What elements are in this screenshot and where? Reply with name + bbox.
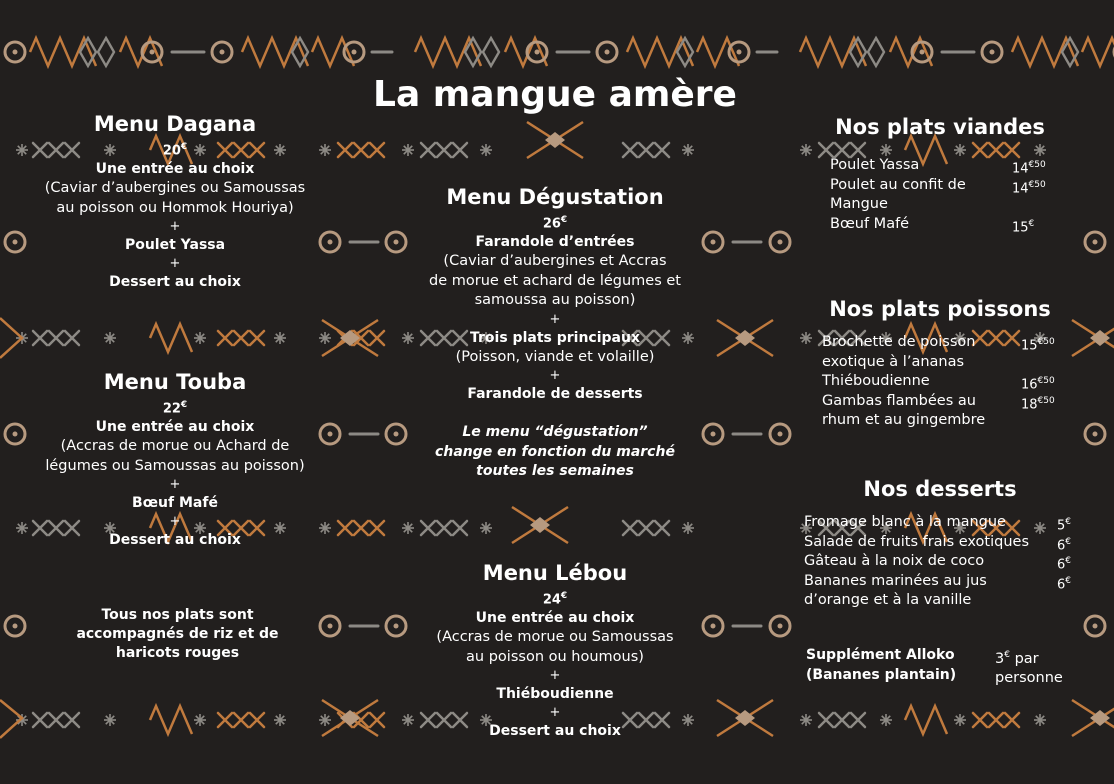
- item-name: Poulet au confit de: [830, 176, 966, 193]
- menu-name: Menu Touba: [103, 370, 247, 394]
- menu-main: Poulet Yassa: [124, 237, 226, 254]
- item-name: Poulet Yassa: [830, 157, 920, 173]
- list-item: [804, 572, 1084, 611]
- menu-main: Trois plats principaux: [470, 329, 640, 346]
- plus-sign: +: [549, 311, 561, 327]
- plus-sign: +: [169, 477, 181, 493]
- menu-starter-option: (Caviar d’aubergines ou Samoussas: [44, 180, 306, 197]
- plus-sign: +: [549, 668, 561, 684]
- restaurant-title: La mangue amère: [373, 74, 737, 115]
- item-name: Bananes marinées au jus: [804, 572, 987, 589]
- item-price: 5€: [1057, 517, 1072, 534]
- menu-starter-option: samoussa au poisson): [474, 292, 636, 309]
- menu-note: change en fonction du marché: [435, 443, 675, 460]
- menu-touba: [20, 368, 330, 550]
- item-name: exotique à l’ananas: [822, 353, 965, 370]
- menu-starter: Une entrée au choix: [475, 610, 635, 627]
- menu-main: Thiéboudienne: [496, 686, 614, 703]
- sides-note: [40, 606, 315, 663]
- plus-sign: +: [169, 514, 181, 530]
- menu-starter-option: légumes ou Samoussas au poisson): [45, 457, 305, 474]
- supplement: [806, 646, 1086, 685]
- menu-starter: Une entrée au choix: [95, 419, 255, 436]
- menu-name: Menu Dagana: [93, 112, 257, 136]
- menu-degustation: [400, 183, 710, 482]
- item-name: d’orange et à la vanille: [804, 592, 972, 608]
- item-price: 6€: [1057, 536, 1072, 553]
- section-title-desserts: Nos desserts: [863, 477, 1017, 501]
- list-item: [830, 156, 1070, 176]
- list-item: [830, 215, 1070, 235]
- menu-dagana: [20, 110, 330, 292]
- menu-starter-option: au poisson ou Hommok Houriya): [56, 199, 294, 216]
- menu-dessert: Farandole de desserts: [467, 386, 643, 403]
- list-item: [830, 176, 1070, 215]
- item-price: $16^{€50}$: [1021, 376, 1055, 393]
- menu-starter-option: au poisson ou houmous): [466, 648, 644, 665]
- menu-price: 22€: [162, 400, 188, 417]
- menu-main-options: (Poisson, viande et volaille): [455, 348, 655, 365]
- menu-main: Bœuf Mafé: [132, 495, 218, 512]
- menu-dessert: Dessert au choix: [109, 532, 241, 549]
- list-item: [822, 392, 1072, 431]
- menu-name: Menu Dégustation: [446, 185, 664, 209]
- item-name: Bœuf Mafé: [830, 215, 910, 232]
- list-poissons: [822, 333, 1072, 431]
- menu-lebou: [400, 559, 710, 741]
- menu-price: 20€: [162, 142, 188, 159]
- menu-starter-option: (Accras de morue ou Achard de: [60, 438, 290, 455]
- plus-sign: +: [549, 705, 561, 721]
- supplement-label: Supplément Alloko: [806, 647, 955, 663]
- menu-dessert: Dessert au choix: [109, 274, 241, 291]
- section-title-poissons: Nos plats poissons: [829, 297, 1051, 321]
- list-item: [804, 513, 1084, 533]
- list-item: [822, 372, 1072, 392]
- supplement-label: (Bananes plantain): [806, 666, 957, 683]
- menu-name: Menu Lébou: [482, 561, 628, 585]
- item-price: 6€: [1057, 556, 1072, 573]
- item-price: $14^{€50}$: [1012, 179, 1046, 196]
- supplement-price: 3€ par personne: [995, 650, 1063, 687]
- list-desserts: [804, 513, 1084, 611]
- plus-sign: +: [169, 256, 181, 272]
- menu-starter-option: de morue et achard de légumes et: [429, 272, 681, 289]
- item-name: Brochette de poisson: [822, 334, 976, 350]
- item-price: $15^{€50}$: [1021, 337, 1055, 354]
- item-name: Salade de fruits frais exotiques: [804, 533, 1030, 550]
- menu-price: 24€: [542, 591, 568, 608]
- sides-note-line: Tous nos plats sont: [101, 607, 254, 623]
- list-item: [822, 333, 1072, 372]
- item-price: 15€: [1012, 218, 1035, 235]
- item-name: Gambas flambées au: [822, 392, 976, 409]
- menu-starter-option: (Caviar d’aubergines et Accras: [443, 253, 667, 270]
- item-name: Thiéboudienne: [822, 373, 930, 389]
- item-name: rhum et au gingembre: [822, 412, 986, 428]
- plus-sign: +: [549, 368, 561, 384]
- plus-sign: +: [169, 219, 181, 235]
- menu-starter: Farandole d’entrées: [475, 234, 635, 251]
- menu-dessert: Dessert au choix: [489, 723, 621, 740]
- list-item: [804, 552, 1084, 572]
- item-name: Gâteau à la noix de coco: [804, 553, 985, 569]
- item-name: Mangue: [830, 196, 888, 212]
- item-price: 6€: [1057, 575, 1072, 592]
- list-item: [804, 533, 1084, 553]
- sides-note-line: accompagnés de riz et de: [76, 626, 279, 642]
- menu-price: 26€: [542, 215, 568, 232]
- list-viandes: [830, 156, 1070, 234]
- item-price: $18^{€50}$: [1021, 395, 1055, 412]
- sides-note-line: haricots rouges: [115, 645, 240, 661]
- menu-note: toutes les semaines: [476, 463, 634, 480]
- section-title-viandes: Nos plats viandes: [835, 115, 1045, 139]
- menu-note: Le menu “dégustation”: [462, 424, 648, 441]
- item-price: $14^{€50}$: [1012, 160, 1046, 177]
- menu-starter-option: (Accras de morue ou Samoussas: [436, 629, 674, 646]
- menu-starter: Une entrée au choix: [95, 161, 255, 178]
- item-name: Fromage blanc à la mangue: [804, 514, 1006, 530]
